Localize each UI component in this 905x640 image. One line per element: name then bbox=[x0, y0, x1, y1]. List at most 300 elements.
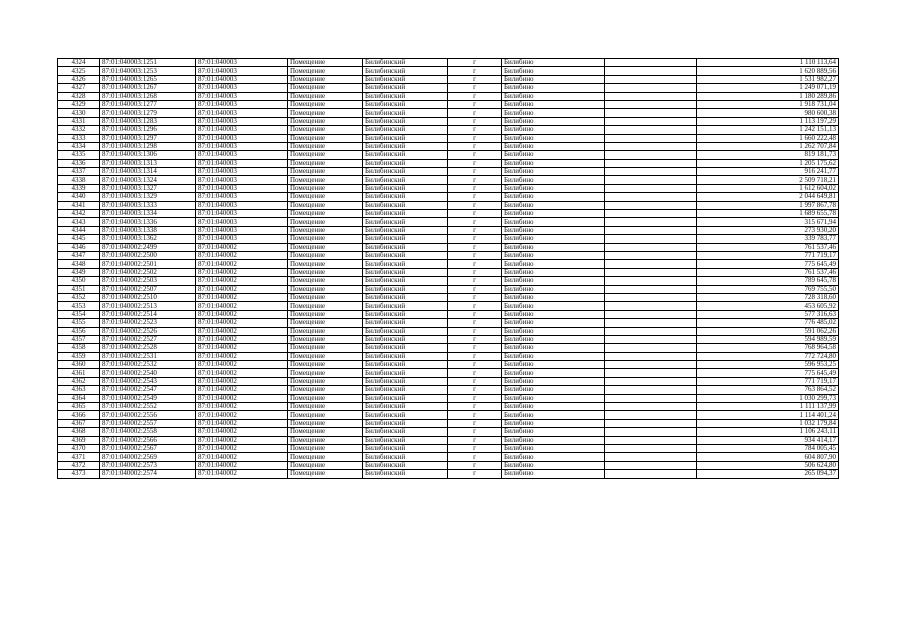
row-number-cell: 4340 bbox=[58, 193, 100, 201]
object-type-cell: Помещение bbox=[288, 327, 363, 335]
table-row bbox=[58, 369, 839, 377]
empty-cell bbox=[605, 470, 697, 478]
settlement-type-cell: г bbox=[448, 411, 502, 419]
row-number-cell: 4372 bbox=[58, 461, 100, 469]
cadastral-value-cell: 980 600,38 bbox=[697, 109, 839, 117]
district-cell: Билибинский bbox=[363, 327, 448, 335]
settlement-type-cell: г bbox=[448, 461, 502, 469]
row-number-cell: 4330 bbox=[58, 109, 100, 117]
settlement-name-cell: Билибино bbox=[502, 411, 605, 419]
settlement-type-cell: г bbox=[448, 310, 502, 318]
settlement-type-cell: г bbox=[448, 361, 502, 369]
cadastral-number-cell: 87:01:040002:2503 bbox=[100, 277, 196, 285]
object-type-cell: Помещение bbox=[288, 470, 363, 478]
settlement-type-cell: г bbox=[448, 243, 502, 251]
cadastral-number-cell: 87:01:040002:2526 bbox=[100, 327, 196, 335]
settlement-type-cell: г bbox=[448, 92, 502, 100]
object-type-cell: Помещение bbox=[288, 260, 363, 268]
table-row bbox=[58, 142, 839, 150]
settlement-name-cell: Билибино bbox=[502, 226, 605, 234]
empty-cell bbox=[605, 243, 697, 251]
row-number-cell: 4352 bbox=[58, 293, 100, 301]
registry-table-body bbox=[58, 59, 839, 479]
cadastral-number-cell: 87:01:040002:2523 bbox=[100, 319, 196, 327]
district-cell: Билибинский bbox=[363, 67, 448, 75]
settlement-type-cell: г bbox=[448, 403, 502, 411]
cadastral-block-cell: 87:01:040002 bbox=[196, 461, 288, 469]
table-row bbox=[58, 470, 839, 478]
row-number-cell: 4351 bbox=[58, 285, 100, 293]
district-cell: Билибинский bbox=[363, 75, 448, 83]
district-cell: Билибинский bbox=[363, 210, 448, 218]
cadastral-value-cell: 594 989,59 bbox=[697, 335, 839, 343]
object-type-cell: Помещение bbox=[288, 159, 363, 167]
empty-cell bbox=[605, 302, 697, 310]
district-cell: Билибинский bbox=[363, 92, 448, 100]
cadastral-number-cell: 87:01:040003:1324 bbox=[100, 176, 196, 184]
district-cell: Билибинский bbox=[363, 226, 448, 234]
settlement-name-cell: Билибино bbox=[502, 235, 605, 243]
empty-cell bbox=[605, 92, 697, 100]
empty-cell bbox=[605, 193, 697, 201]
district-cell: Билибинский bbox=[363, 361, 448, 369]
object-type-cell: Помещение bbox=[288, 277, 363, 285]
empty-cell bbox=[605, 461, 697, 469]
cadastral-value-cell: 1 689 655,78 bbox=[697, 210, 839, 218]
settlement-name-cell: Билибино bbox=[502, 302, 605, 310]
cadastral-number-cell: 87:01:040002:2501 bbox=[100, 260, 196, 268]
object-type-cell: Помещение bbox=[288, 134, 363, 142]
cadastral-number-cell: 87:01:040003:1283 bbox=[100, 117, 196, 125]
empty-cell bbox=[605, 419, 697, 427]
object-type-cell: Помещение bbox=[288, 453, 363, 461]
settlement-type-cell: г bbox=[448, 335, 502, 343]
district-cell: Билибинский bbox=[363, 352, 448, 360]
cadastral-value-cell: 1 242 151,13 bbox=[697, 126, 839, 134]
settlement-name-cell: Билибино bbox=[502, 218, 605, 226]
cadastral-value-cell: 596 953,25 bbox=[697, 361, 839, 369]
cadastral-value-cell: 1 620 889,56 bbox=[697, 67, 839, 75]
district-cell: Билибинский bbox=[363, 176, 448, 184]
district-cell: Билибинский bbox=[363, 151, 448, 159]
district-cell: Билибинский bbox=[363, 419, 448, 427]
object-type-cell: Помещение bbox=[288, 436, 363, 444]
table-row bbox=[58, 235, 839, 243]
cadastral-value-cell: 1 249 071,19 bbox=[697, 84, 839, 92]
cadastral-value-cell: 769 755,50 bbox=[697, 285, 839, 293]
cadastral-value-cell: 591 062,26 bbox=[697, 327, 839, 335]
settlement-name-cell: Билибино bbox=[502, 159, 605, 167]
settlement-name-cell: Билибино bbox=[502, 84, 605, 92]
row-number-cell: 4345 bbox=[58, 235, 100, 243]
settlement-name-cell: Билибино bbox=[502, 117, 605, 125]
row-number-cell: 4341 bbox=[58, 201, 100, 209]
cadastral-block-cell: 87:01:040002 bbox=[196, 386, 288, 394]
object-type-cell: Помещение bbox=[288, 344, 363, 352]
row-number-cell: 4357 bbox=[58, 335, 100, 343]
cadastral-block-cell: 87:01:040003 bbox=[196, 142, 288, 150]
table-row bbox=[58, 394, 839, 402]
row-number-cell: 4337 bbox=[58, 168, 100, 176]
cadastral-block-cell: 87:01:040002 bbox=[196, 302, 288, 310]
settlement-name-cell: Билибино bbox=[502, 461, 605, 469]
cadastral-number-cell: 87:01:040003:1362 bbox=[100, 235, 196, 243]
cadastral-value-cell: 453 605,92 bbox=[697, 302, 839, 310]
cadastral-block-cell: 87:01:040002 bbox=[196, 293, 288, 301]
settlement-type-cell: г bbox=[448, 193, 502, 201]
settlement-type-cell: г bbox=[448, 201, 502, 209]
cadastral-block-cell: 87:01:040003 bbox=[196, 201, 288, 209]
cadastral-value-cell: 1 205 175,62 bbox=[697, 159, 839, 167]
cadastral-number-cell: 87:01:040002:2510 bbox=[100, 293, 196, 301]
settlement-type-cell: г bbox=[448, 151, 502, 159]
cadastral-block-cell: 87:01:040002 bbox=[196, 428, 288, 436]
empty-cell bbox=[605, 84, 697, 92]
district-cell: Билибинский bbox=[363, 159, 448, 167]
cadastral-value-cell: 775 645,49 bbox=[697, 260, 839, 268]
cadastral-number-cell: 87:01:040002:2566 bbox=[100, 436, 196, 444]
district-cell: Билибинский bbox=[363, 218, 448, 226]
cadastral-number-cell: 87:01:040003:1279 bbox=[100, 109, 196, 117]
cadastral-number-cell: 87:01:040003:1334 bbox=[100, 210, 196, 218]
table-row bbox=[58, 168, 839, 176]
table-row bbox=[58, 193, 839, 201]
settlement-type-cell: г bbox=[448, 134, 502, 142]
object-type-cell: Помещение bbox=[288, 411, 363, 419]
row-number-cell: 4363 bbox=[58, 386, 100, 394]
cadastral-value-cell: 768 964,58 bbox=[697, 344, 839, 352]
row-number-cell: 4347 bbox=[58, 251, 100, 259]
cadastral-value-cell: 577 316,63 bbox=[697, 310, 839, 318]
empty-cell bbox=[605, 117, 697, 125]
cadastral-block-cell: 87:01:040003 bbox=[196, 134, 288, 142]
cadastral-value-cell: 1 180 289,86 bbox=[697, 92, 839, 100]
settlement-type-cell: г bbox=[448, 386, 502, 394]
cadastral-value-cell: 1 918 731,04 bbox=[697, 100, 839, 108]
cadastral-number-cell: 87:01:040002:2514 bbox=[100, 310, 196, 318]
settlement-type-cell: г bbox=[448, 184, 502, 192]
settlement-name-cell: Билибино bbox=[502, 251, 605, 259]
empty-cell bbox=[605, 67, 697, 75]
object-type-cell: Помещение bbox=[288, 151, 363, 159]
cadastral-block-cell: 87:01:040002 bbox=[196, 411, 288, 419]
empty-cell bbox=[605, 377, 697, 385]
cadastral-number-cell: 87:01:040002:2527 bbox=[100, 335, 196, 343]
cadastral-number-cell: 87:01:040002:2500 bbox=[100, 251, 196, 259]
table-row bbox=[58, 159, 839, 167]
object-type-cell: Помещение bbox=[288, 335, 363, 343]
cadastral-block-cell: 87:01:040002 bbox=[196, 394, 288, 402]
cadastral-block-cell: 87:01:040002 bbox=[196, 260, 288, 268]
object-type-cell: Помещение bbox=[288, 251, 363, 259]
row-number-cell: 4365 bbox=[58, 403, 100, 411]
district-cell: Билибинский bbox=[363, 470, 448, 478]
row-number-cell: 4355 bbox=[58, 319, 100, 327]
row-number-cell: 4344 bbox=[58, 226, 100, 234]
cadastral-block-cell: 87:01:040002 bbox=[196, 243, 288, 251]
settlement-name-cell: Билибино bbox=[502, 92, 605, 100]
district-cell: Билибинский bbox=[363, 193, 448, 201]
settlement-name-cell: Билибино bbox=[502, 109, 605, 117]
settlement-type-cell: г bbox=[448, 100, 502, 108]
table-row bbox=[58, 327, 839, 335]
settlement-name-cell: Билибино bbox=[502, 310, 605, 318]
object-type-cell: Помещение bbox=[288, 377, 363, 385]
table-row bbox=[58, 268, 839, 276]
settlement-name-cell: Билибино bbox=[502, 59, 605, 67]
table-row bbox=[58, 310, 839, 318]
cadastral-block-cell: 87:01:040002 bbox=[196, 361, 288, 369]
row-number-cell: 4331 bbox=[58, 117, 100, 125]
cadastral-block-cell: 87:01:040002 bbox=[196, 377, 288, 385]
empty-cell bbox=[605, 235, 697, 243]
district-cell: Билибинский bbox=[363, 319, 448, 327]
cadastral-block-cell: 87:01:040003 bbox=[196, 226, 288, 234]
cadastral-value-cell: 772 724,80 bbox=[697, 352, 839, 360]
district-cell: Билибинский bbox=[363, 251, 448, 259]
cadastral-number-cell: 87:01:040002:2552 bbox=[100, 403, 196, 411]
table-row bbox=[58, 419, 839, 427]
table-row bbox=[58, 386, 839, 394]
settlement-type-cell: г bbox=[448, 75, 502, 83]
cadastral-block-cell: 87:01:040003 bbox=[196, 168, 288, 176]
row-number-cell: 4359 bbox=[58, 352, 100, 360]
district-cell: Билибинский bbox=[363, 84, 448, 92]
object-type-cell: Помещение bbox=[288, 319, 363, 327]
settlement-name-cell: Билибино bbox=[502, 277, 605, 285]
cadastral-number-cell: 87:01:040003:1297 bbox=[100, 134, 196, 142]
object-type-cell: Помещение bbox=[288, 92, 363, 100]
table-row bbox=[58, 218, 839, 226]
object-type-cell: Помещение bbox=[288, 419, 363, 427]
cadastral-number-cell: 87:01:040003:1338 bbox=[100, 226, 196, 234]
settlement-type-cell: г bbox=[448, 394, 502, 402]
district-cell: Билибинский bbox=[363, 461, 448, 469]
table-row bbox=[58, 117, 839, 125]
cadastral-number-cell: 87:01:040002:2573 bbox=[100, 461, 196, 469]
object-type-cell: Помещение bbox=[288, 201, 363, 209]
district-cell: Билибинский bbox=[363, 377, 448, 385]
table-row bbox=[58, 444, 839, 452]
empty-cell bbox=[605, 436, 697, 444]
cadastral-value-cell: 1 032 179,84 bbox=[697, 419, 839, 427]
table-row bbox=[58, 67, 839, 75]
settlement-name-cell: Билибино bbox=[502, 428, 605, 436]
cadastral-value-cell: 1 612 604,02 bbox=[697, 184, 839, 192]
table-row bbox=[58, 92, 839, 100]
cadastral-number-cell: 87:01:040003:1329 bbox=[100, 193, 196, 201]
cadastral-value-cell: 506 624,80 bbox=[697, 461, 839, 469]
cadastral-number-cell: 87:01:040003:1268 bbox=[100, 92, 196, 100]
cadastral-number-cell: 87:01:040003:1314 bbox=[100, 168, 196, 176]
district-cell: Билибинский bbox=[363, 201, 448, 209]
cadastral-block-cell: 87:01:040002 bbox=[196, 419, 288, 427]
empty-cell bbox=[605, 100, 697, 108]
district-cell: Билибинский bbox=[363, 134, 448, 142]
object-type-cell: Помещение bbox=[288, 428, 363, 436]
row-number-cell: 4349 bbox=[58, 268, 100, 276]
settlement-type-cell: г bbox=[448, 176, 502, 184]
row-number-cell: 4325 bbox=[58, 67, 100, 75]
row-number-cell: 4332 bbox=[58, 126, 100, 134]
cadastral-block-cell: 87:01:040003 bbox=[196, 235, 288, 243]
object-type-cell: Помещение bbox=[288, 268, 363, 276]
settlement-type-cell: г bbox=[448, 126, 502, 134]
cadastral-value-cell: 1 030 299,73 bbox=[697, 394, 839, 402]
district-cell: Билибинский bbox=[363, 444, 448, 452]
cadastral-number-cell: 87:01:040003:1306 bbox=[100, 151, 196, 159]
cadastral-value-cell: 1 111 137,99 bbox=[697, 403, 839, 411]
settlement-name-cell: Билибино bbox=[502, 67, 605, 75]
cadastral-value-cell: 776 485,02 bbox=[697, 319, 839, 327]
object-type-cell: Помещение bbox=[288, 168, 363, 176]
table-row bbox=[58, 151, 839, 159]
district-cell: Билибинский bbox=[363, 59, 448, 67]
table-row bbox=[58, 277, 839, 285]
settlement-name-cell: Билибино bbox=[502, 369, 605, 377]
empty-cell bbox=[605, 59, 697, 67]
empty-cell bbox=[605, 285, 697, 293]
settlement-name-cell: Билибино bbox=[502, 419, 605, 427]
table-row bbox=[58, 243, 839, 251]
cadastral-value-cell: 728 318,60 bbox=[697, 293, 839, 301]
cadastral-block-cell: 87:01:040003 bbox=[196, 59, 288, 67]
cadastral-number-cell: 87:01:040002:2528 bbox=[100, 344, 196, 352]
settlement-name-cell: Билибино bbox=[502, 444, 605, 452]
object-type-cell: Помещение bbox=[288, 243, 363, 251]
cadastral-block-cell: 87:01:040003 bbox=[196, 67, 288, 75]
row-number-cell: 4350 bbox=[58, 277, 100, 285]
empty-cell bbox=[605, 403, 697, 411]
cadastral-number-cell: 87:01:040003:1327 bbox=[100, 184, 196, 192]
row-number-cell: 4371 bbox=[58, 453, 100, 461]
object-type-cell: Помещение bbox=[288, 444, 363, 452]
settlement-type-cell: г bbox=[448, 226, 502, 234]
cadastral-number-cell: 87:01:040002:2567 bbox=[100, 444, 196, 452]
district-cell: Билибинский bbox=[363, 436, 448, 444]
cadastral-block-cell: 87:01:040002 bbox=[196, 319, 288, 327]
empty-cell bbox=[605, 226, 697, 234]
row-number-cell: 4369 bbox=[58, 436, 100, 444]
cadastral-value-cell: 1 113 197,29 bbox=[697, 117, 839, 125]
object-type-cell: Помещение bbox=[288, 59, 363, 67]
cadastral-number-cell: 87:01:040002:2531 bbox=[100, 352, 196, 360]
cadastral-block-cell: 87:01:040002 bbox=[196, 327, 288, 335]
table-row bbox=[58, 461, 839, 469]
cadastral-block-cell: 87:01:040003 bbox=[196, 109, 288, 117]
table-row bbox=[58, 361, 839, 369]
settlement-name-cell: Билибино bbox=[502, 126, 605, 134]
object-type-cell: Помещение bbox=[288, 352, 363, 360]
cadastral-value-cell: 1 262 707,84 bbox=[697, 142, 839, 150]
cadastral-number-cell: 87:01:040002:2547 bbox=[100, 386, 196, 394]
district-cell: Билибинский bbox=[363, 386, 448, 394]
cadastral-number-cell: 87:01:040002:2543 bbox=[100, 377, 196, 385]
district-cell: Билибинский bbox=[363, 117, 448, 125]
settlement-type-cell: г bbox=[448, 436, 502, 444]
cadastral-value-cell: 604 807,90 bbox=[697, 453, 839, 461]
object-type-cell: Помещение bbox=[288, 193, 363, 201]
settlement-name-cell: Билибино bbox=[502, 377, 605, 385]
object-type-cell: Помещение bbox=[288, 226, 363, 234]
table-row bbox=[58, 84, 839, 92]
cadastral-number-cell: 87:01:040003:1313 bbox=[100, 159, 196, 167]
cadastral-number-cell: 87:01:040003:1253 bbox=[100, 67, 196, 75]
settlement-type-cell: г bbox=[448, 453, 502, 461]
settlement-type-cell: г bbox=[448, 419, 502, 427]
row-number-cell: 4324 bbox=[58, 59, 100, 67]
district-cell: Билибинский bbox=[363, 235, 448, 243]
cadastral-value-cell: 916 241,77 bbox=[697, 168, 839, 176]
settlement-type-cell: г bbox=[448, 84, 502, 92]
settlement-name-cell: Билибино bbox=[502, 210, 605, 218]
settlement-type-cell: г bbox=[448, 218, 502, 226]
settlement-name-cell: Билибино bbox=[502, 327, 605, 335]
empty-cell bbox=[605, 369, 697, 377]
cadastral-number-cell: 87:01:040002:2507 bbox=[100, 285, 196, 293]
settlement-name-cell: Билибино bbox=[502, 168, 605, 176]
settlement-type-cell: г bbox=[448, 251, 502, 259]
empty-cell bbox=[605, 310, 697, 318]
settlement-name-cell: Билибино bbox=[502, 100, 605, 108]
object-type-cell: Помещение bbox=[288, 386, 363, 394]
object-type-cell: Помещение bbox=[288, 394, 363, 402]
object-type-cell: Помещение bbox=[288, 285, 363, 293]
empty-cell bbox=[605, 109, 697, 117]
table-row bbox=[58, 210, 839, 218]
settlement-type-cell: г bbox=[448, 109, 502, 117]
settlement-type-cell: г bbox=[448, 142, 502, 150]
cadastral-number-cell: 87:01:040002:2499 bbox=[100, 243, 196, 251]
object-type-cell: Помещение bbox=[288, 67, 363, 75]
settlement-type-cell: г bbox=[448, 302, 502, 310]
district-cell: Билибинский bbox=[363, 428, 448, 436]
district-cell: Билибинский bbox=[363, 260, 448, 268]
cadastral-block-cell: 87:01:040003 bbox=[196, 218, 288, 226]
cadastral-block-cell: 87:01:040003 bbox=[196, 151, 288, 159]
cadastral-block-cell: 87:01:040003 bbox=[196, 117, 288, 125]
district-cell: Билибинский bbox=[363, 344, 448, 352]
settlement-type-cell: г bbox=[448, 444, 502, 452]
row-number-cell: 4335 bbox=[58, 151, 100, 159]
row-number-cell: 4339 bbox=[58, 184, 100, 192]
row-number-cell: 4329 bbox=[58, 100, 100, 108]
district-cell: Билибинский bbox=[363, 243, 448, 251]
settlement-name-cell: Билибино bbox=[502, 352, 605, 360]
registry-table bbox=[57, 58, 839, 479]
district-cell: Билибинский bbox=[363, 126, 448, 134]
settlement-type-cell: г bbox=[448, 470, 502, 478]
empty-cell bbox=[605, 361, 697, 369]
object-type-cell: Помещение bbox=[288, 369, 363, 377]
district-cell: Билибинский bbox=[363, 369, 448, 377]
cadastral-block-cell: 87:01:040003 bbox=[196, 126, 288, 134]
object-type-cell: Помещение bbox=[288, 100, 363, 108]
table-row bbox=[58, 453, 839, 461]
table-row bbox=[58, 335, 839, 343]
cadastral-value-cell: 1 531 982,27 bbox=[697, 75, 839, 83]
settlement-name-cell: Билибино bbox=[502, 75, 605, 83]
table-row bbox=[58, 436, 839, 444]
row-number-cell: 4367 bbox=[58, 419, 100, 427]
district-cell: Билибинский bbox=[363, 293, 448, 301]
cadastral-number-cell: 87:01:040002:2556 bbox=[100, 411, 196, 419]
empty-cell bbox=[605, 75, 697, 83]
empty-cell bbox=[605, 327, 697, 335]
settlement-name-cell: Билибино bbox=[502, 151, 605, 159]
settlement-type-cell: г bbox=[448, 268, 502, 276]
settlement-name-cell: Билибино bbox=[502, 453, 605, 461]
